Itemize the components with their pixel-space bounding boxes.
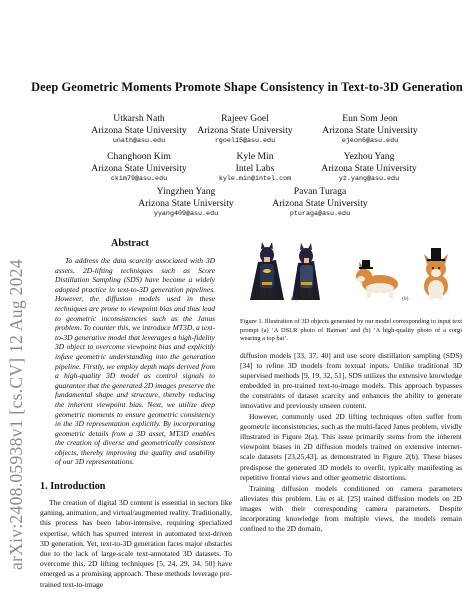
author-affiliation: Arizona State University xyxy=(91,162,187,174)
figure-caption-text: Figure 1. Illustration of 3D objects generated by our model corresponding to input text prompt (a) ‘A DSLR photo of Batman’ and (b) ‘A high-quality photo of a corgi wearing a top hat’. xyxy=(240,318,462,343)
body-paragraph: However, commonly used 2D lifting techniques often suffer from geometric inconsistencies, such as the multi-faced Janus problem, vividly illustrated in Figure 2(a). This issue primarily stems from the inherent viewpoint biases in 2D diffusion models trained on extensive internet-scale datasets [23,25,43], as demonstrated in Figure 2(b). These biases predispose the generated 3D models to overfit, typically manifesting as repetitive frontal views and other geometric distortions. xyxy=(240,412,462,482)
paper-title: Deep Geometric Moments Promote Shape Consistency in Text-to-3D Generation xyxy=(31,80,463,94)
author-name: Pavan Turaga xyxy=(293,186,347,197)
author-name: Yingzhen Yang xyxy=(156,186,216,197)
abstract-paragraph: To address the data scarcity associated with 3D assets, 2D-lifting techniques such as Score Distillation Sampling (SDS) have become a widely adopted practice in text-to-3D generation pipelines. However, the diffusion models used in these techniques are prone to viewpoint bias and thus lead to geometric inconsistencies such as the Janus problem. To counter this, we introduce MT3D, a text-to-3D generative model that leverages a high-fidelity 3D object to overcome viewpoint bias and explicitly infuse geometric understanding into the generation pipeline. Firstly, we employ depth maps derived from a high-quality 3D model as control signals to guarantee that the generated 2D images preserve the fundamental shape and structure, thereby reducing the inherent viewpoint bias. Next, we utilize deep geometric moments to ensure geometric consistency in the 3D representation explicitly. By incorporating geometric details from a 3D asset, MT3D enables the creation of diverse and geometrically consistent objects, thereby improving the quality and usability of our 3D representations. xyxy=(55,256,215,467)
introduction-text xyxy=(40,498,232,590)
author-email: ckim79@asu.edu xyxy=(110,175,168,183)
author-email: ejeon6@asu.edu xyxy=(341,137,399,145)
corgi-side-image xyxy=(356,260,398,298)
figure-1-illustration xyxy=(240,240,462,302)
author-email: yyang409@asu.edu xyxy=(153,210,219,218)
author-affiliation: Arizona State University xyxy=(197,124,293,136)
author-name: Yezhou Yang xyxy=(343,151,395,162)
author-block xyxy=(111,186,261,220)
corgi-front-image xyxy=(424,248,448,300)
figure-caption xyxy=(240,318,462,344)
author-affiliation: Arizona State University xyxy=(138,197,234,209)
batman-side-image xyxy=(292,243,320,300)
right-column-text xyxy=(240,351,462,534)
author-block xyxy=(294,151,444,185)
introduction-paragraph: The creation of digital 3D content is essential in sectors like gaming, animation, and virtual/augmented reality. Traditionally, this process has been labor-intensive, requiring specialized expertise, which has spurred interest in automated text-driven 3D generation. Yet, text-to-3D generation faces major obstacles due to the lack of large-scale text-annotated 3D datasets. To overcome this, 2D lifting techniques [5, 24, 29, 34, 50] have emerged as a promising approach. These methods leverage pre-trained text-to-image xyxy=(40,498,232,589)
arxiv-stamp: arXiv:2408.05938v1 [cs.CV] 12 Aug 2024 xyxy=(6,259,26,570)
author-name: Utkarsh Nath xyxy=(113,113,165,124)
batman-front-image xyxy=(250,242,284,300)
author-affiliation: Intel Labs xyxy=(235,162,275,174)
author-name: Changhoon Kim xyxy=(107,151,171,162)
figure-label-a: (a) xyxy=(291,296,298,302)
author-email: yz.yang@asu.edu xyxy=(338,175,400,183)
author-block xyxy=(295,113,445,147)
author-affiliation: Arizona State University xyxy=(321,162,417,174)
author-affiliation: Arizona State University xyxy=(91,124,187,136)
author-email: rgoel15@asu.edu xyxy=(214,137,276,145)
figure-label-b: (b) xyxy=(402,296,409,302)
abstract-text xyxy=(55,256,215,467)
author-affiliation: Arizona State University xyxy=(272,197,368,209)
body-paragraph: diffusion models [33, 37, 40] and use score distillation sampling (SDS) [34] to refine 3D models from textual inputs. Unlike traditional 3D supervised methods [9, 19, 32, 51], SDS utilizes the extensive knowledge embedded in pre-trained text-to-image models. This approach bypasses the constraints of dataset scarcity and enhances the ability to generate innovative and previously unseen content. xyxy=(240,351,462,411)
body-paragraph: Training diffusion models conditioned on camera parameters alleviates this problem. Liu et al. [25] trained diffusion models on 2D images with their corresponding camera parameters. Despite incorporating knowledge from multiple views, the models remain confined to the 2D domain, xyxy=(240,483,462,533)
figure-1 xyxy=(240,240,462,302)
author-name: Eun Som Jeon xyxy=(342,113,398,124)
author-email: kyle.min@intel.com xyxy=(218,175,292,183)
author-email: pturaga@asu.edu xyxy=(289,210,351,218)
introduction-heading: 1. Introduction xyxy=(40,481,106,492)
author-name: Rajeev Goel xyxy=(221,113,269,124)
author-affiliation: Arizona State University xyxy=(322,124,418,136)
abstract-heading: Abstract xyxy=(111,238,149,249)
author-name: Kyle Min xyxy=(236,151,274,162)
author-email: unath@asu.edu xyxy=(112,137,166,145)
author-block xyxy=(245,186,395,220)
